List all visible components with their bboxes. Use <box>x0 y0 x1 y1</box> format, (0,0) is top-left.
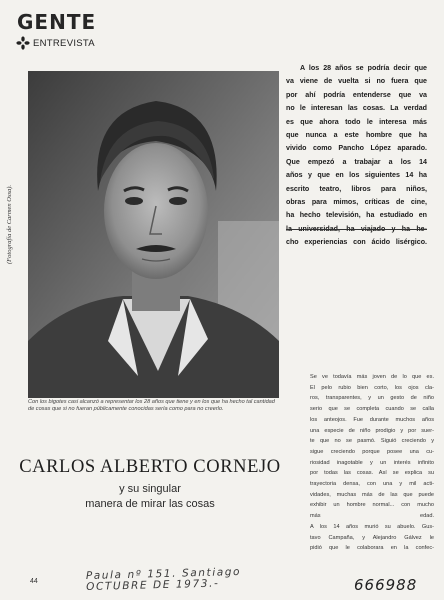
intro-line: vivido como Pancho López aparado. <box>286 144 427 153</box>
column-divider <box>286 229 427 230</box>
body-column <box>310 372 434 554</box>
intro-line: que nunca a este hombre que ha <box>286 131 427 140</box>
body-line: riosidad inagotable y un interés infinito <box>310 459 434 466</box>
body-line: una especie de niño prodigio y por suer- <box>310 427 434 434</box>
article-headline: CARLOS ALBERTO CORNEJO <box>19 457 281 477</box>
body-line: Se ve todavía más joven de lo que es. <box>310 374 434 380</box>
body-line: tavo Campaña, y Alejandro Gálvez le <box>310 534 434 541</box>
intro-line: escrito teatro, libros para niños, <box>286 184 427 193</box>
photo-credit: (Fotografía de Carmen Ossa). <box>6 184 13 264</box>
intro-line: es que ahora todo le interesa más <box>286 117 427 126</box>
body-line: pidió que le colaborara en la confec- <box>310 545 434 552</box>
handwriting-line-1: Paula nº 151. Santiago <box>85 565 242 583</box>
intro-line: ha hecho televisión, ha estudiado en <box>286 211 427 220</box>
body-line: más edad. <box>310 513 434 520</box>
body-line: trayectoria densa, con una y mil acti- <box>310 481 434 488</box>
intro-line: A los 28 años se podría decir que <box>300 64 427 72</box>
section-header <box>16 36 95 50</box>
flower-icon <box>16 36 30 50</box>
article-subtitle-line-1: y su singular <box>119 483 181 495</box>
body-line: exhibir un hombre normal... con mucho <box>310 502 434 509</box>
body-line: El pelo rubio bien corto, los ojos cla- <box>310 384 434 391</box>
photo-caption: Con los bigotes casi alcanzó a representar los 28 años que tiene y en los que ha hecho tal cantidad de cosas que si no fueran públicamente conocidas sería como para no creerlo. <box>28 399 275 412</box>
body-line: te que no se pasmó. Siguió creciendo y <box>310 438 434 445</box>
handwritten-annotation <box>86 567 242 593</box>
intro-line: obras para mimos, críticas de cine, <box>286 198 427 207</box>
intro-line: por ahí podría entenderse que va <box>286 90 427 99</box>
handwriting-line-2: OCTUBRE DE 1973.- <box>86 577 220 594</box>
intro-paragraph <box>286 62 427 250</box>
archive-number: 666988 <box>354 576 418 594</box>
body-line: ros, transparentes, y un gesto de niño <box>310 395 434 402</box>
body-line: por todas las cosas. Así se explica su <box>310 470 434 477</box>
intro-line: años y que en los siguientes 14 ha <box>286 171 427 180</box>
body-line: vidades, muchas más de las que puede <box>310 491 434 498</box>
body-line: A los 14 años murió su abuelo. Gus- <box>310 523 434 530</box>
body-line: los anteojos. Fue durante muchos años <box>310 416 434 423</box>
intro-line: Que empezó a trabajar a los 14 <box>286 157 427 166</box>
portrait-photo <box>28 71 279 398</box>
intro-line: cho experiencias con ácido lisérgico. <box>286 238 427 247</box>
section-label: ENTREVISTA <box>33 37 95 49</box>
body-line: sigue creciendo porque posee una cu- <box>310 448 434 455</box>
page-number: 44 <box>30 578 38 585</box>
article-subtitle-line-2: manera de mirar las cosas <box>85 498 215 510</box>
body-line: serio que se completa cuando se calla <box>310 406 434 413</box>
intro-line: va viene de vuelta si no fuera que <box>286 77 427 86</box>
magazine-name: GENTE <box>17 10 97 34</box>
intro-line: no le interesan las cosas. La verdad <box>286 104 427 113</box>
